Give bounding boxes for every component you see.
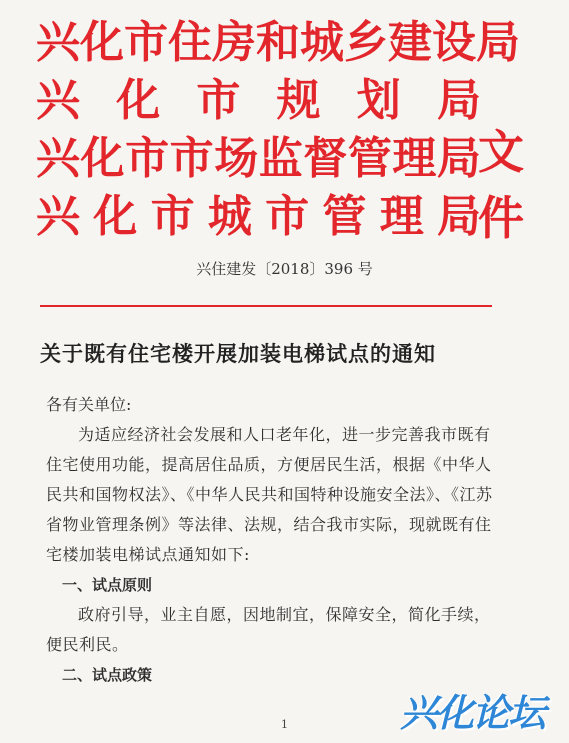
issuer-char: 理 xyxy=(392,133,437,184)
issuer-char: 化 xyxy=(116,75,161,126)
issuer-char: 乡 xyxy=(344,17,388,68)
issuer-char: 场 xyxy=(214,133,259,184)
issuer-char: 管 xyxy=(347,133,392,184)
issuer-char: 局 xyxy=(436,75,481,126)
issuer-char: 市 xyxy=(150,191,195,242)
issuer-char: 局 xyxy=(436,133,481,184)
issuer-char: 房 xyxy=(212,17,256,68)
issuer-char: 化 xyxy=(80,17,124,68)
issuer-housing-bureau xyxy=(36,14,520,72)
issuer-char: 市 xyxy=(169,133,214,184)
document-title: 关于既有住宅楼开展加装电梯试点的通知 xyxy=(40,341,436,366)
page-number: 1 xyxy=(281,718,288,731)
section-heading-policy: 二、试点政策 xyxy=(62,666,153,684)
issuer-char: 市 xyxy=(196,75,241,126)
issuer-char: 管 xyxy=(322,191,367,242)
issuer-char: 化 xyxy=(80,133,125,184)
issuer-char: 设 xyxy=(432,17,476,68)
salutation: 各有关单位: xyxy=(46,395,132,414)
issuer-char: 局 xyxy=(436,191,481,242)
issuer-char: 市 xyxy=(265,191,310,242)
issuer-char: 兴 xyxy=(36,133,80,184)
issuer-char: 理 xyxy=(379,191,424,242)
issuer-char: 兴 xyxy=(36,75,80,126)
issuer-planning-bureau xyxy=(36,72,481,130)
issuer-char: 督 xyxy=(303,133,348,184)
section-heading-principles: 一、试点原则 xyxy=(62,576,153,594)
issuer-char: 化 xyxy=(93,191,138,242)
document-number: 兴住建发〔2018〕396 号 xyxy=(196,260,373,278)
issuer-char: 兴 xyxy=(36,191,80,242)
issuer-char: 市 xyxy=(124,17,168,68)
issuer-city-management-bureau xyxy=(36,188,481,246)
issuer-market-supervision-bureau xyxy=(36,130,481,188)
document-body xyxy=(46,390,498,690)
red-divider xyxy=(40,305,492,307)
issuer-char: 划 xyxy=(356,75,401,126)
intro-paragraph: 为适应经济社会发展和人口老年化，进一步完善我市既有住宅使用功能，提高居住品质，方便居民生活，根据《中华人民共和国物权法》、《中华人民共和国特种设施安全法》、《江苏省物业管理条例》等法律、法规，结合我市实际，现就既有住宅楼加装电梯试点通知如下: xyxy=(46,425,493,564)
issuer-char: 监 xyxy=(258,133,303,184)
document-type-label: 文件 xyxy=(478,125,526,245)
issuer-char: 兴 xyxy=(36,17,80,68)
issuer-char: 局 xyxy=(476,17,520,68)
issuer-char: 住 xyxy=(168,17,212,68)
issuer-char: 城 xyxy=(207,191,252,242)
forum-watermark-logo: 兴化论坛 xyxy=(400,691,545,735)
issuer-char: 建 xyxy=(388,17,432,68)
issuer-char: 和 xyxy=(256,17,300,68)
issuer-char: 市 xyxy=(125,133,170,184)
issuer-char: 规 xyxy=(276,75,321,126)
issuer-char: 城 xyxy=(300,17,344,68)
principles-paragraph: 政府引导，业主自愿，因地制宜，保障安全，简化手续，便民利民。 xyxy=(46,605,491,654)
